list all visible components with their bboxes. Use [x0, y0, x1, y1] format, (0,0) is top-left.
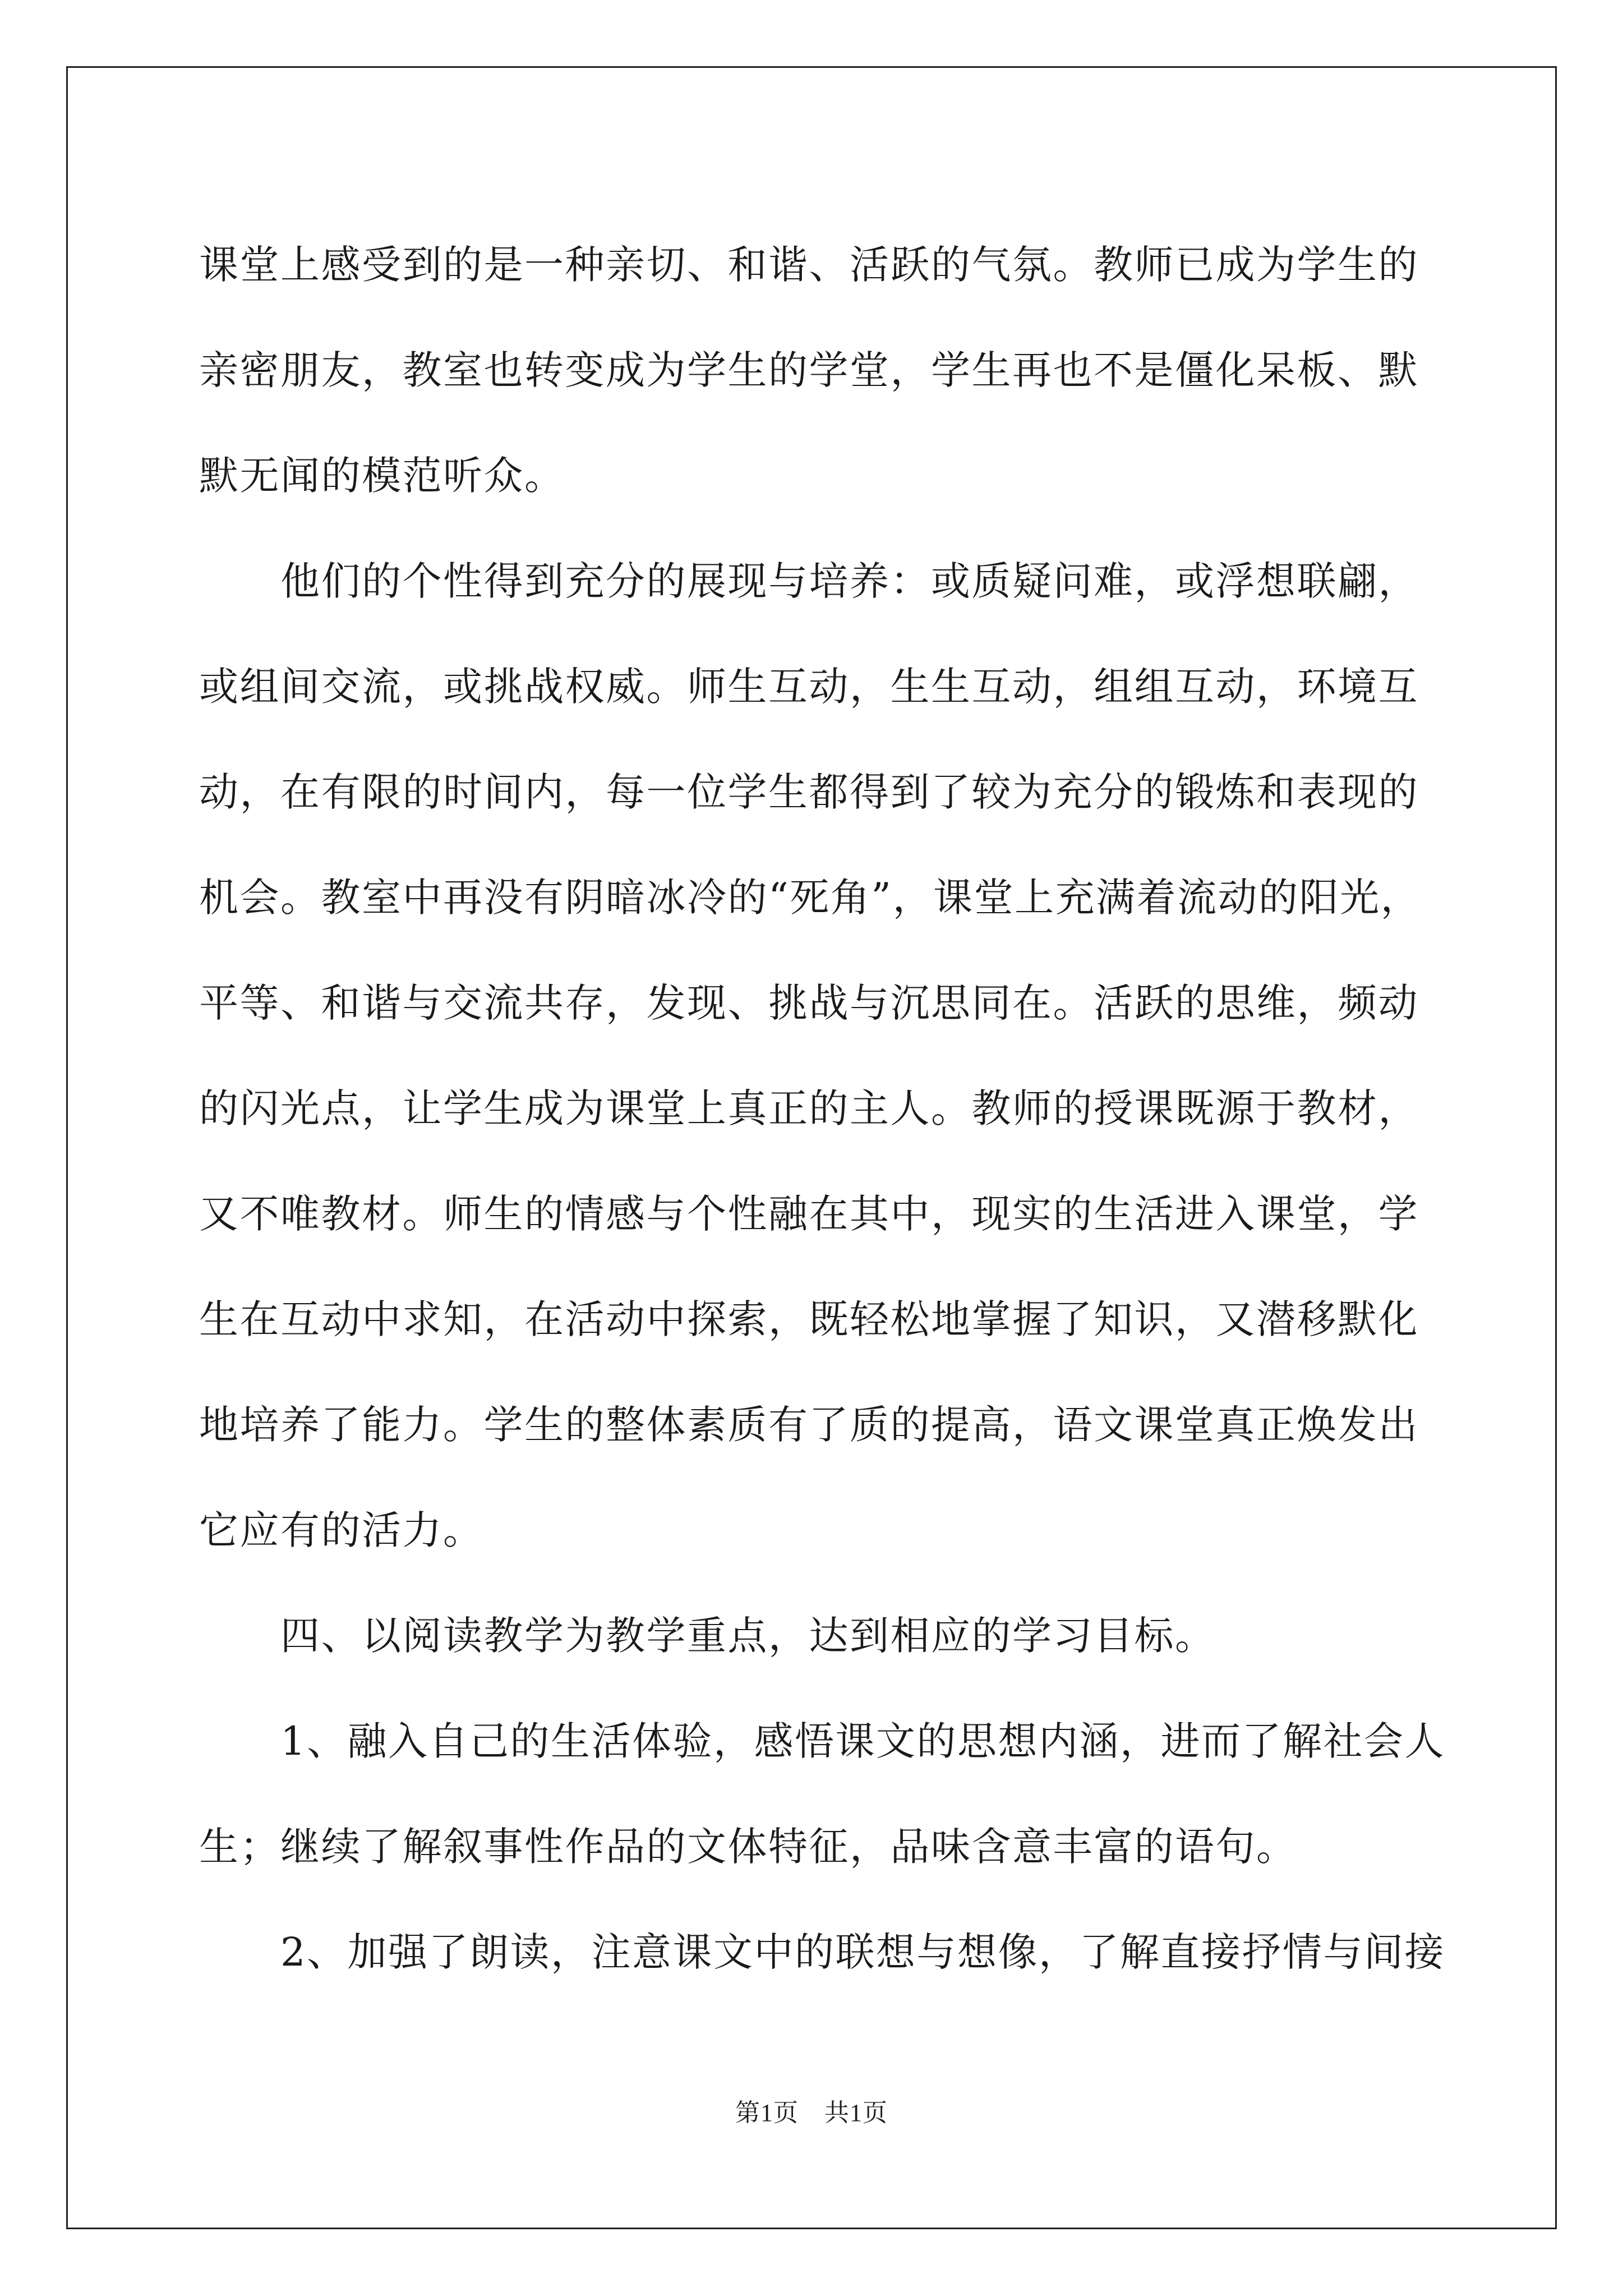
list-item-2	[199, 1899, 1444, 2005]
page-footer	[0, 2092, 1623, 2128]
text-line: 生；继续了解叙事性作品的文体特征，品味含意丰富的语句。	[199, 1824, 1297, 1870]
text-line: 1、融入自己的生活体验，感悟课文的思想内涵，进而了解社会人	[280, 1718, 1446, 1764]
text-line: 生在互动中求知，在活动中探索，既轻松地掌握了知识，又潜移默化	[199, 1296, 1419, 1342]
text-line: 的闪光点，让学生成为课堂上真正的主人。教师的授课既源于教材，	[199, 1085, 1419, 1131]
text-line: 平等、和谐与交流共存，发现、挑战与沉思同在。活跃的思维，频动	[199, 980, 1419, 1026]
text-line: 动，在有限的时间内，每一位学生都得到了较为充分的锻炼和表现的	[199, 769, 1419, 815]
text-line: 或组间交流，或挑战权威。师生互动，生生互动，组组互动，环境互	[199, 664, 1419, 710]
text-line: 又不唯教材。师生的情感与个性融在其中，现实的生活进入课堂，学	[199, 1191, 1419, 1237]
text-line: 他们的个性得到充分的展现与培养：或质疑问难，或浮想联翩，	[280, 558, 1419, 604]
text-line: 2、加强了朗读，注意课文中的联想与想像，了解直接抒情与间接	[280, 1929, 1446, 1975]
text-line: 默无闻的模范听众。	[199, 453, 565, 499]
section-heading	[199, 1583, 1444, 1688]
text-line: 机会。教室中再没有阴暗冰冷的“死角”，课堂上充满着流动的阳光，	[199, 875, 1422, 921]
text-line: 课堂上感受到的是一种亲切、和谐、活跃的气氛。教师已成为学生的	[199, 242, 1419, 288]
paragraph-1	[199, 212, 1444, 528]
text-line: 它应有的活力。	[199, 1507, 484, 1553]
page-total: 共1页	[824, 2099, 888, 2127]
text-line: 地培养了能力。学生的整体素质有了质的提高，语文课堂真正焕发出	[199, 1402, 1419, 1448]
paragraph-2	[199, 528, 1444, 1583]
document-body	[199, 212, 1444, 2005]
list-item-1	[199, 1688, 1444, 1899]
text-line: 四、以阅读教学为教学重点，达到相应的学习目标。	[280, 1613, 1216, 1659]
text-line: 亲密朋友，教室也转变成为学生的学堂，学生再也不是僵化呆板、默	[199, 347, 1419, 393]
page-number: 第1页	[735, 2099, 799, 2127]
